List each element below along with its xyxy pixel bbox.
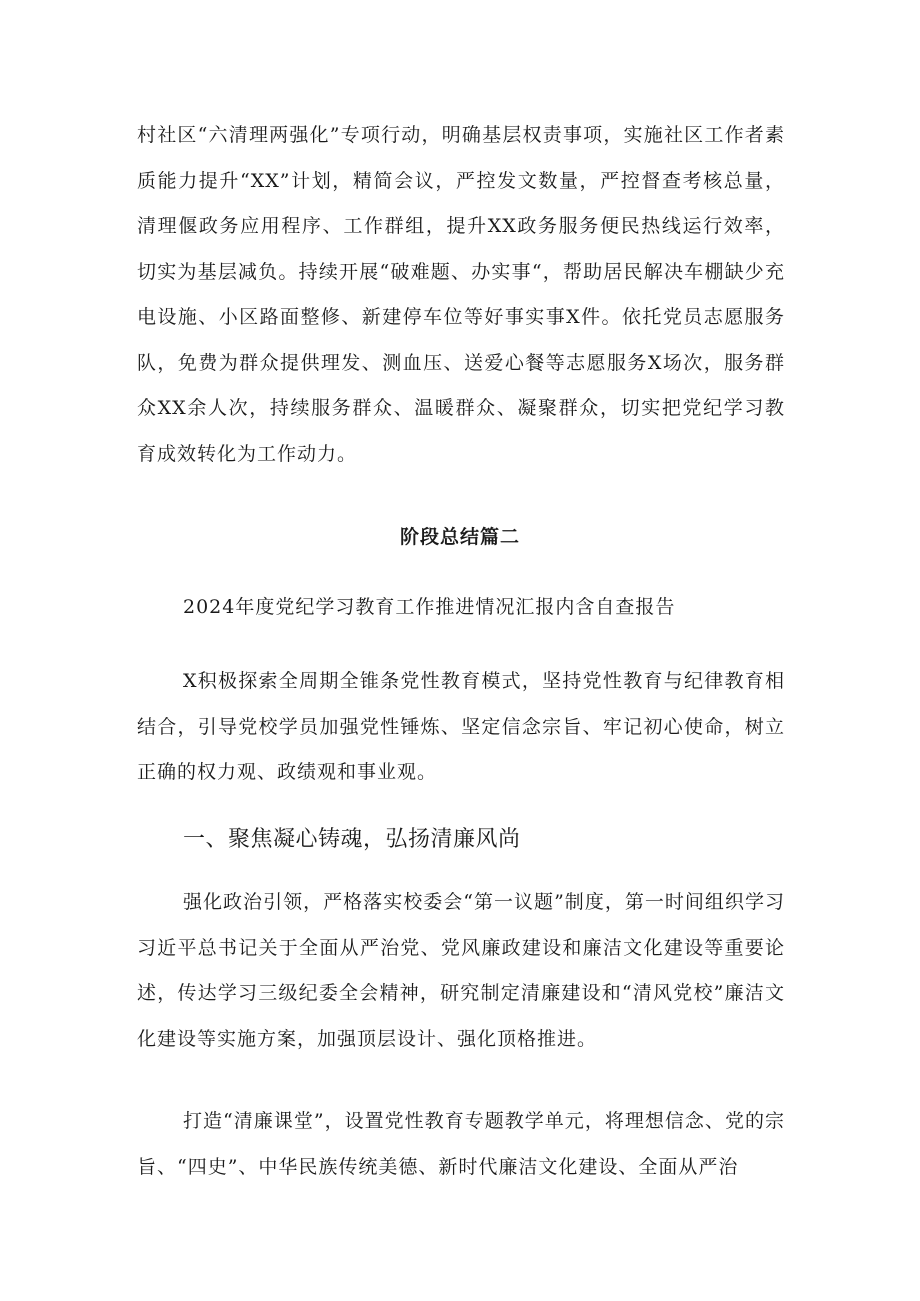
- body-paragraph-classroom: 打造“清廉课堂”，设置党性教育专题教学单元，将理想信念、党的宗旨、“四史”、中华民族传统美德、新时代廉洁文化建设、全面从严治: [137, 1110, 785, 1178]
- body-paragraph-politics: 强化政治引领，严格落实校委会“第一议题”制度，第一时间组织学习习近平总书记关于全面从严治党、党风廉政建设和廉洁文化建设等重要论述，传达学习三级纪委全会精神，研究制定清廉建设和“清风党校”廉洁文化建设等实施方案，加强顶层设计、强化顶格推进。: [137, 891, 785, 1050]
- body-paragraph-continuation: 村社区“六清理两强化”专项行动，明确基层权责事项，实施社区工作者素质能力提升“XX”计划，精简会议，严控发文数量，严控督查考核总量，清理偃政务应用程序、工作群组，提升XX政务服务便民热线运行效率，切实为基层减负。持续开展“破难题、办实事“，帮助居民解决车棚缺少充电设施、小区路面整修、新建停车位等好事实事X件。依托党员志愿服务队，免费为群众提供理发、测血压、送爱心餐等志愿服务X场次，服务群众XX余人次，持续服务群众、温暖群众、凝聚群众，切实把党纪学习教育成效转化为工作动力。: [137, 124, 785, 465]
- report-title: 2024年度党纪学习教育工作推进情况汇报内含自查报告: [183, 596, 676, 618]
- heading-level-one: 一、聚焦凝心铸魂，弘扬清廉风尚: [183, 827, 521, 852]
- section-title: 阶段总结篇二: [399, 526, 520, 548]
- body-paragraph-intro: X积极探索全周期全锥条党性教育模式，坚持党性教育与纪律教育相结合，引导党校学员加强党性锤炼、坚定信念宗旨、牢记初心使命，树立正确的权力观、政绩观和事业观。: [137, 670, 785, 783]
